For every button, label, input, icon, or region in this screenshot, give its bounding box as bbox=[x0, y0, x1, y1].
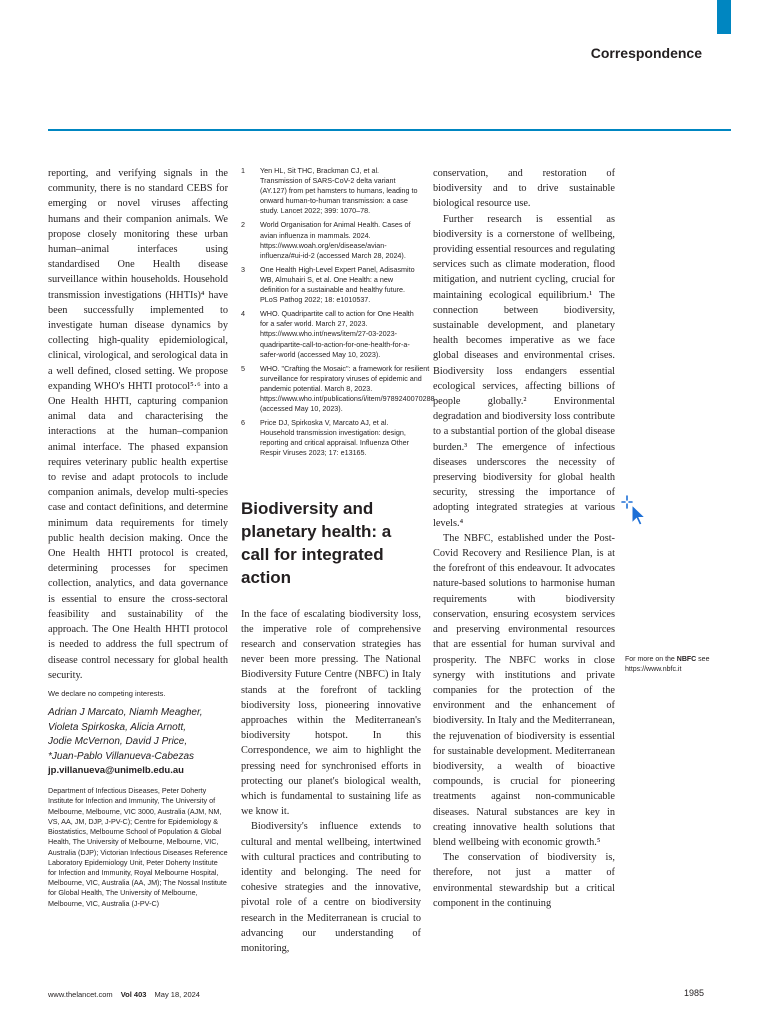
margin-note-link[interactable]: https://www.nbfc.it bbox=[625, 666, 682, 673]
margin-note-text bbox=[625, 655, 725, 675]
reference-item bbox=[241, 220, 421, 260]
margin-note-mid: see bbox=[698, 656, 710, 663]
reference-number: 3 bbox=[241, 264, 245, 274]
reference-item bbox=[241, 363, 435, 414]
article-heading: Biodiversity and planetary health: a call for integrated action bbox=[241, 498, 392, 587]
article-paragraph: In the face of escalating biodiversity loss, the imperative role of comprehensive research and conservation strategies has never been more pressing. The National Biodiversity Future Centre (NBFC) in Italy stands at the forefront of tackling biodiversity loss, pioneering innovative approaches within the Mediterranean's biodiversity hotspot. In this Correspondence, we aim to highlight the pressing need for synchronised efforts in protecting our planet's biological wealth, which is fundamental to sustaining life as we know it. bbox=[241, 608, 421, 818]
header-rule bbox=[48, 129, 731, 131]
page-footer bbox=[48, 990, 200, 999]
reference-text: Price DJ, Spirkoska V, Marcato AJ, et al. Household transmission investigation: design, reporting and critical appraisal. Influenza Other Respir Viruses 2023; 17: e13165. bbox=[260, 418, 410, 458]
reference-item bbox=[241, 265, 421, 305]
margin-note-bold: NBFC bbox=[676, 656, 697, 663]
author-list bbox=[48, 706, 228, 764]
margin-note-prefix: For more on the bbox=[625, 656, 675, 663]
column-3 bbox=[433, 166, 615, 911]
reference-number: 4 bbox=[241, 309, 245, 319]
author-line: Violeta Spirkoska, Alicia Arnott, bbox=[48, 721, 187, 733]
letter-body-text: reporting, and verifying signals in the community, there is no standard CEBS for emerging or novel viruses affecting humans and their companion animals. We propose closely monitoring these urban human–animal interfaces using standardised One Health disease surveillance within households. Household transmission investigations (HHTIs)⁴ have been successfully implemented to investigate human disease dynamics by collecting high-quality epidemiological, clinical, virological, and serological data in a well defined, closed setting. We propose expanding WHO's HHTI protocol⁵·⁶ into a One Health HHTI, capturing companion animal data and characterising the interactions at the human–companion animal interface. The phased expansion requires veterinary public health expertise to revise and adapt protocols to include companion animals, develop multi-species case and contact definitions, and determine minimum data requirements for timely public health decision making. Once the One Health HHTI protocol is created, determining processes for specimen collection, analytics, and data governance is essential to ensure the cross-sectoral feasibility and sustainability of the approach. The One Health HHTI protocol is needed to address the full spectrum of disease control necessary for global health security. bbox=[48, 168, 228, 681]
reference-number: 5 bbox=[241, 363, 245, 373]
reference-list bbox=[241, 166, 435, 459]
footer-volume: Vol 403 bbox=[120, 990, 147, 999]
competing-interests: We declare no competing interests. bbox=[48, 688, 166, 698]
reference-text: WHO. Quadripartite call to action for One Health for a safer world. March 27, 2023. https://www.who.int/news/item/27-03-2023-quadripartite-call-to-action-for-one-health-for-a-safer-world (accessed May 10, 2023). bbox=[260, 309, 414, 359]
reference-text: World Organisation for Animal Health. Cases of avian influenza in mammals. 2024. https://www.woah.org/en/disease/avian-influenza/#ui-id-2 (accessed March 28, 2024). bbox=[260, 220, 411, 260]
article-paragraph: Further research is essential as biodiversity is a cornerstone of wellbeing, providing essential resources and regulating services such as climate moderation, flood mitigation, and nutrient cycling, crucial for maintaining ecological equilibrium.¹ The connection between biodiversity, sustainable development, and planetary health becomes imperative as we face global diseases and environmental crises. Biodiversity loss endangers essential ecological services, affecting billions of people globally.² Environmental degradation and biodiversity loss contribute to a substantial portion of the global disease burden.³ The emergence of infectious diseases underscores the necessity of preserving biodiversity for global health security, stressing the importance of adopting integrated strategies at various levels.⁴ bbox=[433, 213, 615, 529]
reference-number: 2 bbox=[241, 220, 245, 230]
reference-number: 6 bbox=[241, 418, 245, 428]
article-paragraph: Biodiversity's influence extends to cultural and mental wellbeing, intertwined with cultural practices and contributing to identity and belonging. The need for cohesive strategies and the innovative, pivotal role of a centre on biodiversity research in the Mediterranean is crucial to advancing our understanding of monitoring, bbox=[241, 821, 421, 954]
reference-text: One Health High-Level Expert Panel, Adisasmito WB, Almuhairi S, et al. One Health: a new definition for a sustainable and healthy future. PLoS Pathog 2022; 18: e1010537. bbox=[260, 264, 415, 305]
footer-date: May 18, 2024 bbox=[154, 990, 200, 999]
footer-site[interactable]: www.thelancet.com bbox=[48, 990, 113, 999]
article-paragraph: The NBFC, established under the Post-Covid Recovery and Resilience Plan, is at the forefront of this endeavour. It advocates nature-based solutions to harmonise human requirements with biodiversity conservation, ensuring ecosystem services and preserving environmental resources that are essential for human survival and prosperity. The NBFC works in close synergy with institutions and private companies for the protection of the environment and the enhancement of biodiversity. In Italy and the Mediterranean, the rejuvenation of biodiversity is essential for sustainable development. Mediterranean biodiversity, a wealth of bioactive compounds, is crucial for pioneering treatments against non-communicable diseases. Natural substances are key in creating innovative health solutions that blend wellbeing with economic growth.⁵ bbox=[433, 532, 615, 848]
column-1 bbox=[48, 166, 228, 909]
reference-item bbox=[241, 166, 421, 216]
margin-note bbox=[625, 655, 725, 675]
reference-text: Yen HL, Sit THC, Brackman CJ, et al. Transmission of SARS-CoV-2 delta variant (AY.127) from pet hamsters to humans, leading to onward human-to-human transmission: a case study. Lancet 2022; 399: 1070–78. bbox=[260, 166, 418, 216]
pointer-cursor-icon bbox=[621, 494, 649, 528]
author-line: *Juan-Pablo Villanueva-Cabezas bbox=[48, 750, 195, 762]
reference-text: WHO. "Crafting the Mosaic": a framework for resilient surveillance for respiratory viruses of epidemic and pandemic potential. March 8, 2023. https://www.who.int/publications/i/item/9789240070288 (accessed May 10, 2023). bbox=[260, 363, 435, 414]
reference-item bbox=[241, 309, 421, 359]
article-paragraph: The conservation of biodiversity is, therefore, not just a matter of environmental stewardship but a critical component in the continuing bbox=[433, 852, 615, 909]
page-number: 1985 bbox=[683, 988, 704, 998]
reference-item bbox=[241, 418, 421, 458]
author-line: Jodie McVernon, David J Price, bbox=[48, 736, 188, 748]
article-paragraph: conservation, and restoration of biodiversity and to drive sustainable biological resource use. bbox=[433, 168, 615, 210]
edge-color-bar bbox=[717, 0, 731, 34]
column-2 bbox=[241, 166, 435, 956]
section-title: Correspondence bbox=[590, 45, 702, 61]
corresponding-email[interactable]: jp.villanueva@unimelb.edu.au bbox=[48, 765, 184, 777]
reference-number: 1 bbox=[241, 166, 245, 175]
author-affiliations: Department of Infectious Diseases, Peter Doherty Institute for Infection and Immunity, The University of Melbourne, Melbourne, VIC 3000, Australia (AJM, NM, VS, AA, JM, DJP, J-PV-C); Centre for Epidemiology & Biostatistics, Melbourne School of Population & Global Health, The University of Melbourne, Melbourne, VIC, Australia (DJP); Victorian Infectious Diseases Reference Laboratory Epidemiology Unit, Peter Doherty Institute for Infection and Immunity, Royal Melbourne Hospital, Melbourne, VIC, Australia (AA, JM); The Nossal Institute for Global Health, The University of Melbourne, Melbourne, VIC, Australia (J-PV-C) bbox=[48, 786, 228, 908]
author-line: Adrian J Marcato, Niamh Meagher, bbox=[48, 706, 203, 718]
